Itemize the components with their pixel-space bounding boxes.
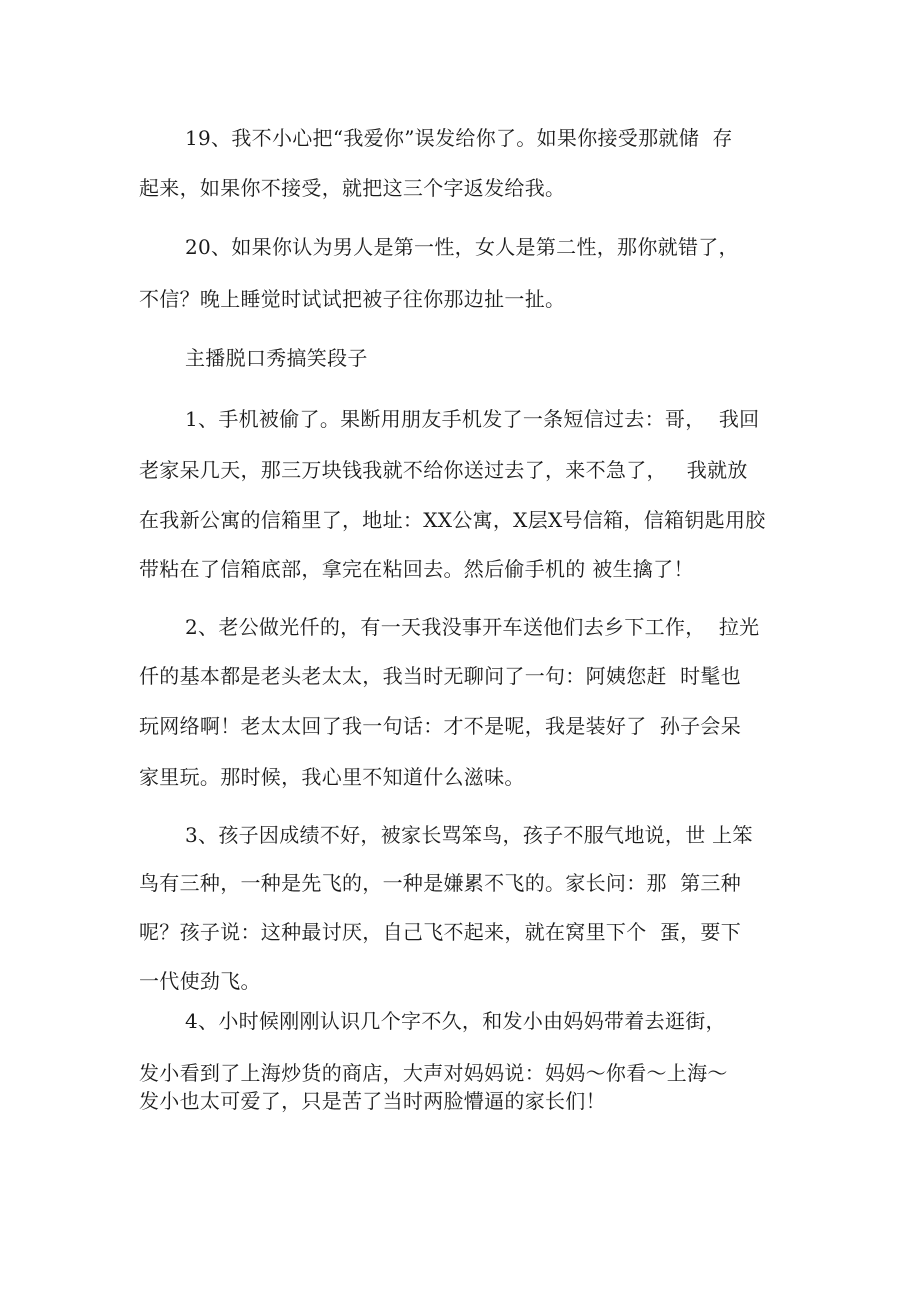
text-line: 家里玩。那时候，我心里不知道什么滋味。 bbox=[139, 765, 525, 789]
text-line: 起来，如果你不接受，就把这三个字返发给我。 bbox=[139, 176, 566, 200]
text-line: 仟的基本都是老头老太太，我当时无聊问了一句：阿姨您赶 时髦也 bbox=[139, 664, 742, 688]
text-line: 1、手机被偷了。果断用朋友手机发了一条短信过去：哥， 我回 bbox=[185, 407, 760, 431]
text-line: 玩网络啊！老太太回了我一句话：才不是呢，我是装好了 孙子会呆 bbox=[139, 714, 742, 738]
text-line: 19、我不小心把“我爱你”误发给你了。如果你接受那就储 存 bbox=[185, 126, 733, 150]
section-heading: 主播脱口秀搞笑段子 bbox=[185, 346, 368, 370]
text-line: 2、老公做光仟的，有一天我没事开车送他们去乡下工作， 拉光 bbox=[185, 615, 760, 639]
text-line: 4、小时候刚刚认识几个字不久，和发小由妈妈带着去逛街， bbox=[185, 1009, 726, 1033]
text-line: 带粘在了信箱底部，拿完在粘回去。然后偷手机的 被生擒了！ bbox=[139, 557, 694, 581]
text-line: 不信？晚上睡觉时试试把被子往你那边扯一扯。 bbox=[139, 287, 566, 311]
text-line: 20、如果你认为男人是第一性，女人是第二性，那你就错了， bbox=[185, 235, 739, 259]
text-line: 发小也太可爱了，只是苦了当时两脸懵逼的家长们！ bbox=[139, 1089, 606, 1113]
text-line: 在我新公寓的信箱里了，地址：XX公寓，X层X号信箱，信箱钥匙用胶 bbox=[139, 508, 766, 532]
text-line: 3、孩子因成绩不好，被家长骂笨鸟，孩子不服气地说，世 上笨 bbox=[185, 823, 753, 847]
text-line: 一代使劲飞。 bbox=[139, 969, 261, 993]
text-line: 老家呆几天，那三万块钱我就不给你送过去了，来不急了， 我就放 bbox=[139, 458, 748, 482]
text-line: 鸟有三种，一种是先飞的，一种是嫌累不飞的。家长问：那 第三种 bbox=[139, 871, 742, 895]
text-line: 发小看到了上海炒货的商店，大声对妈妈说：妈妈～你看～上海～ bbox=[139, 1061, 728, 1085]
text-line: 呢？孩子说：这种最讨厌，自己飞不起来，就在窝里下个 蛋，要下 bbox=[139, 920, 742, 944]
